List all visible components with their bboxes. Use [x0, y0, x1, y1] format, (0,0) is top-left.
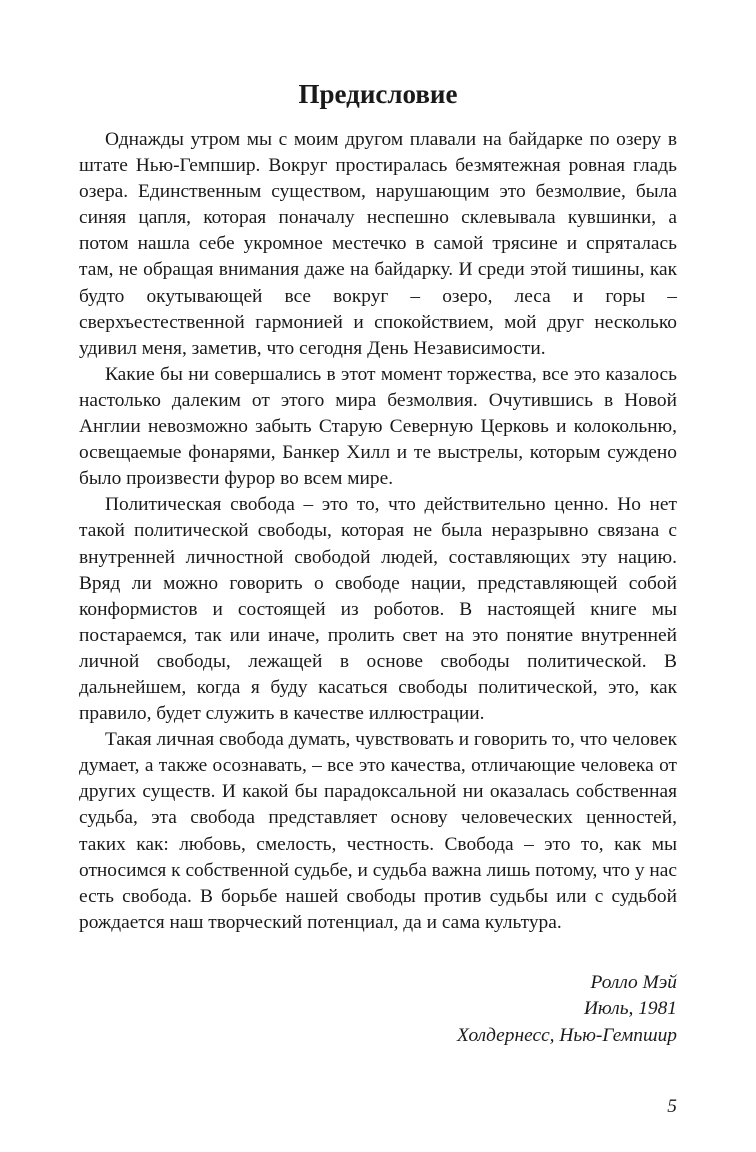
preface-body	[79, 127, 677, 936]
signature-place: Холдернесс, Нью-Гемпшир	[457, 1024, 677, 1046]
paragraph-2: Какие бы ни совершались в этот момент торжества, все это казалось настолько далеким от этого мира безмолвия. Очутившись в Новой Англии невозможно забыть Старую Северную Церковь и колокольню, освещаемые фонарями, Банкер Хилл и те выстрелы, которым суждено было произвести фурор во всем мире.	[79, 363, 677, 490]
page-number: 5	[667, 1096, 677, 1117]
paragraph-1: Однажды утром мы с моим другом плавали на байдарке по озеру в штате Нью-Гемпшир. Вокруг простиралась безмятежная ровная гладь озера. Единственным существом, нарушающим это безмолвие, была синяя цапля, которая поначалу неспешно склевывала кувшинки, а потом нашла себе укромное местечко в самой трясине и спряталась там, не обращая внимания даже на байдарку. И среди этой тишины, как будто окутывающей все вокруг – озеро, леса и горы – сверхъестественной гармонией и спокойствием, мой друг несколько удивил меня, заметив, что сегодня День Независимости.	[79, 129, 677, 359]
page-title: Предисловие	[298, 79, 458, 109]
paragraph-4: Такая личная свобода думать, чувствовать и говорить то, что человек думает, а также осознавать, – все это качества, отличающие человека от других существ. И какой бы парадоксальной ни оказалась собственная судьба, эта свобода представляет основу человеческих ценностей, таких как: любовь, смелость, честность. Свобода – это то, как мы относимся к собственной судьбе, и судьба важна лишь потому, что у нас есть свобода. В борьбе нашей свободы против судьбы или с судьбой рождается наш творческий потенциал, да и сама культура.	[79, 729, 677, 933]
signature-block	[79, 970, 677, 1049]
paragraph-3: Политическая свобода – это то, что действительно ценно. Но нет такой политической свободы, которая не была неразрывно связана с внутренней личностной свободой людей, составляющих эту нацию. Вряд ли можно говорить о свободе нации, представляющей собой конформистов и состоящей из роботов. В настоящей книге мы постараемся, так или иначе, пролить свет на это понятие внутренней личной свободы, лежащей в основе свободы политической. В дальнейшем, когда я буду касаться свободы политической, это, как правило, будет служить в качестве иллюстрации.	[79, 494, 677, 725]
signature-author: Ролло Мэй	[590, 971, 677, 993]
signature-date: Июль, 1981	[584, 998, 677, 1020]
